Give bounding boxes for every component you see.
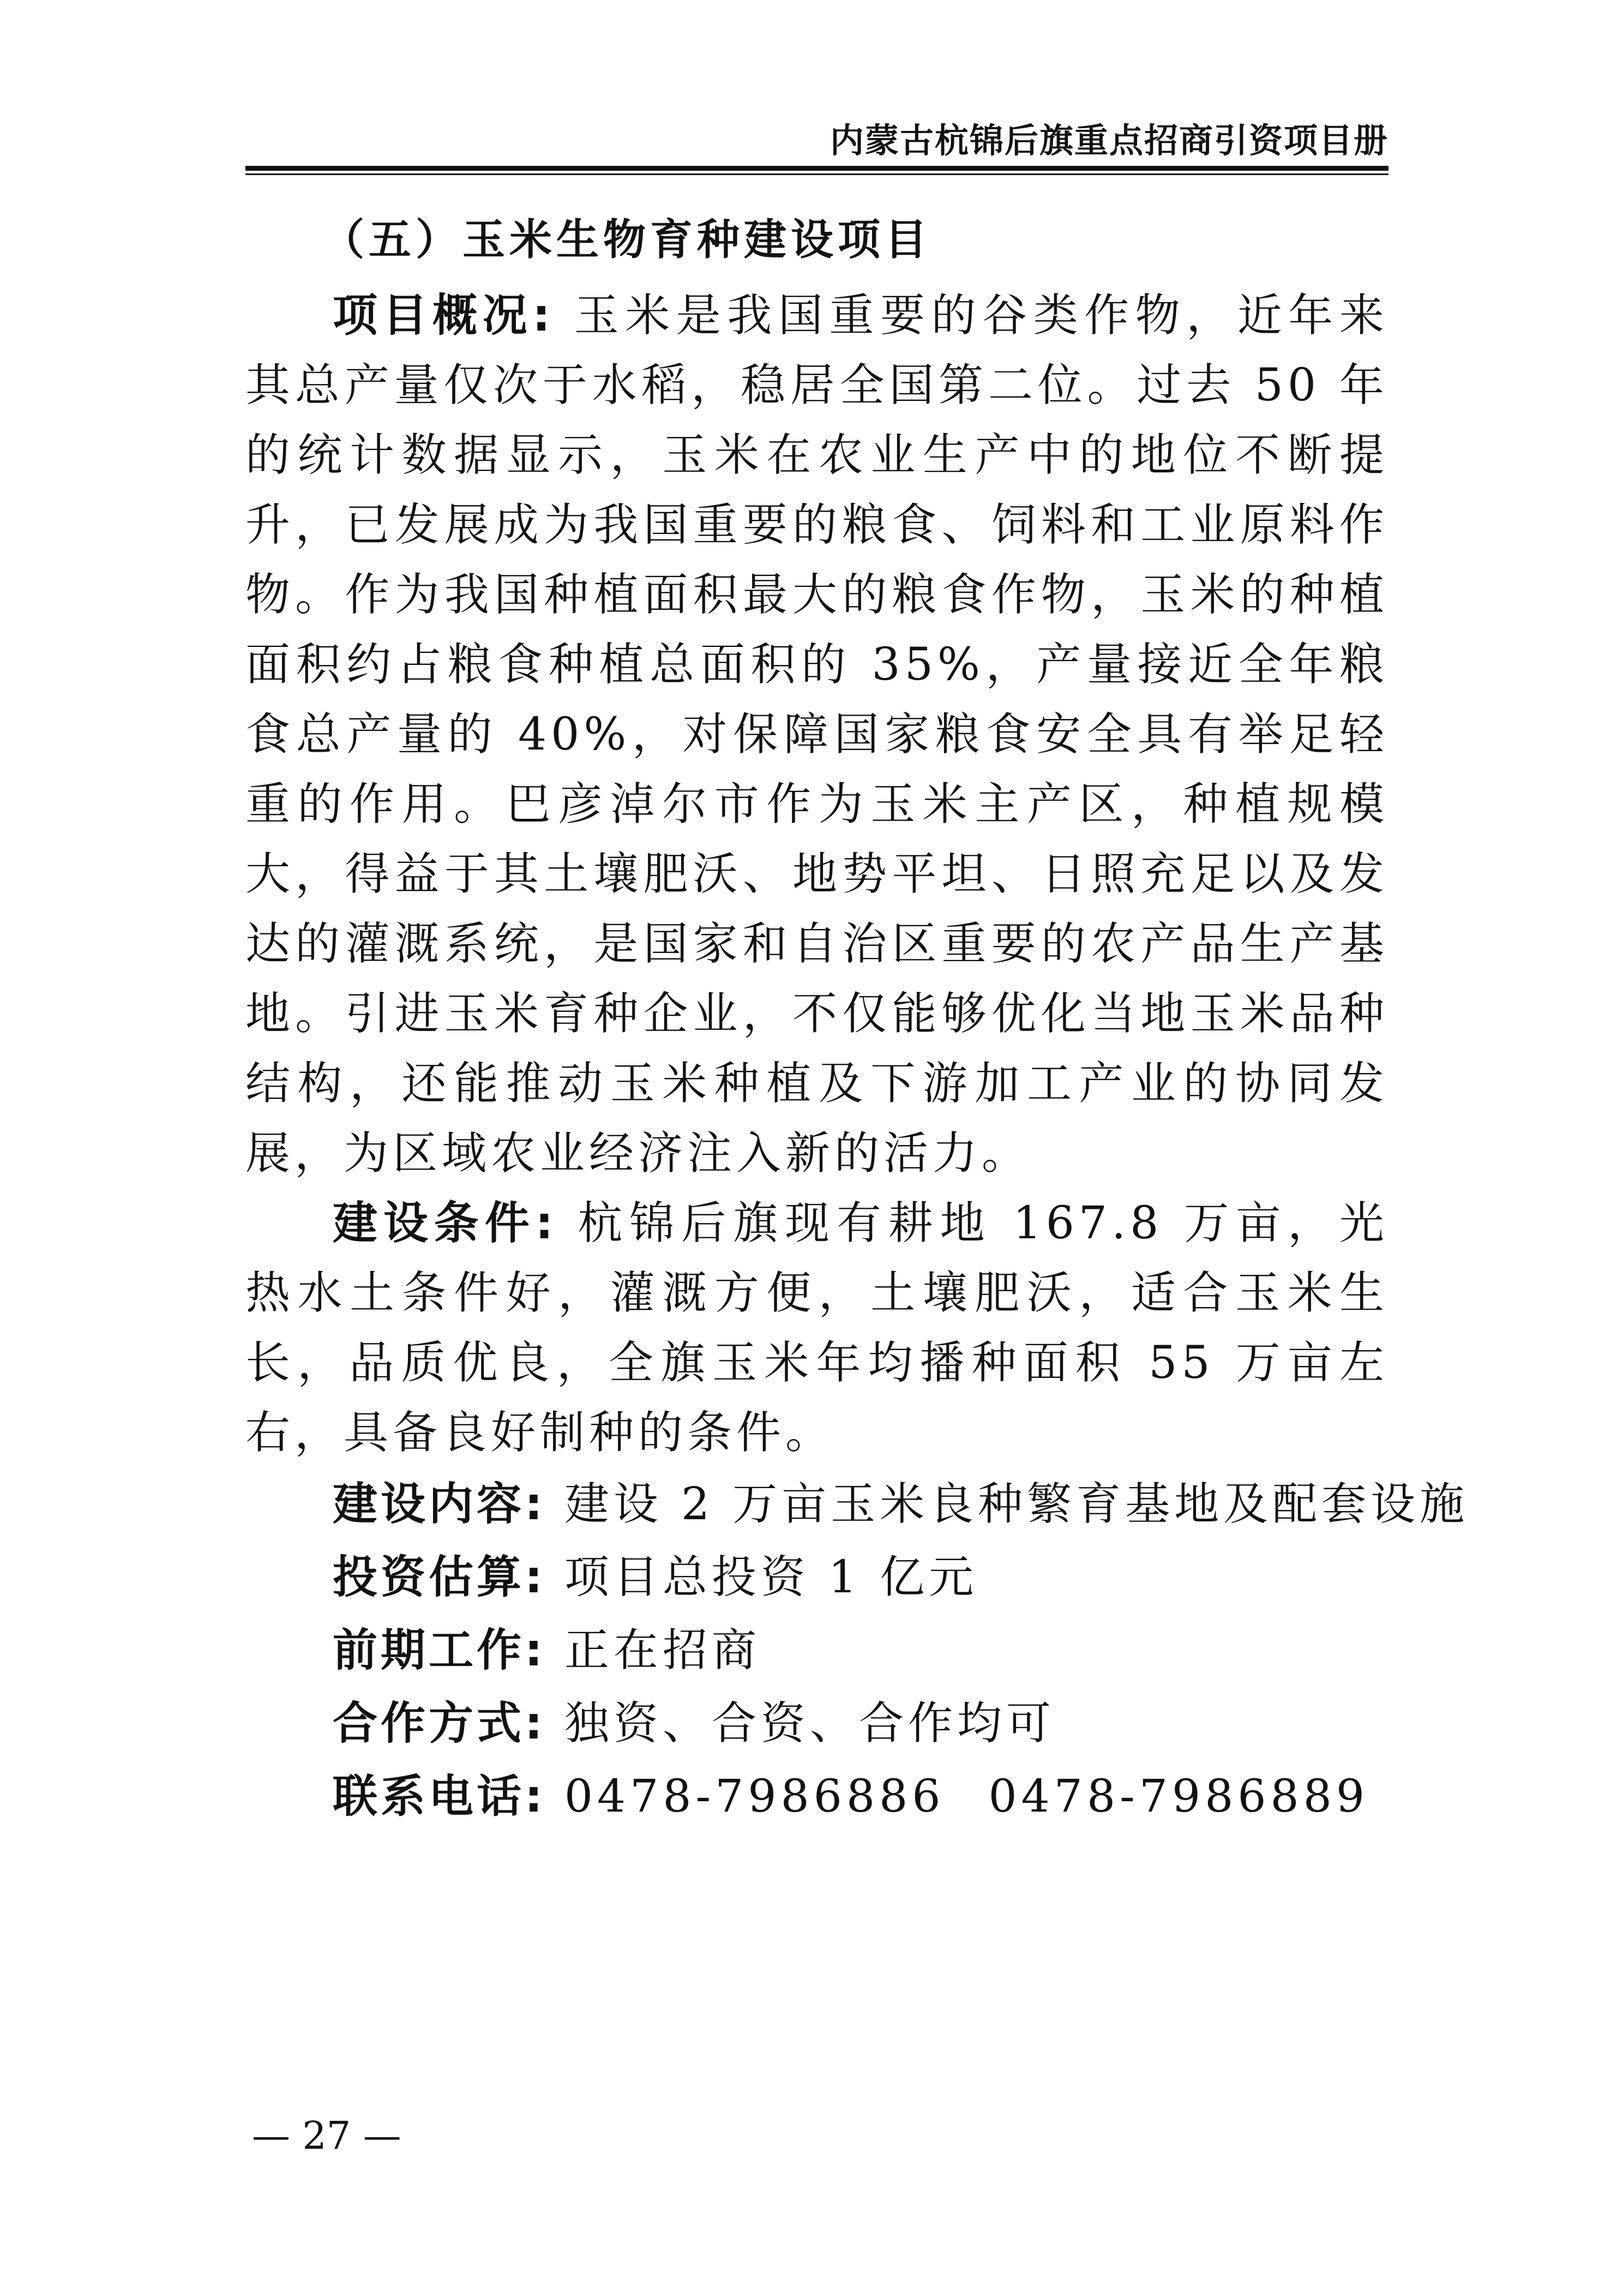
overview-label: 项目概况:	[333, 290, 554, 341]
header-rule-thick	[245, 166, 1388, 171]
field-value: 项目总投资 1 亿元	[564, 1551, 978, 1603]
field-value: 正在招商	[564, 1624, 761, 1676]
field-value: 建设 2 万亩玉米良种繁育基地及配套设施	[564, 1478, 1469, 1530]
field-label: 投资估算:	[333, 1551, 546, 1603]
page-content	[245, 210, 1469, 1833]
field-label: 前期工作:	[333, 1624, 546, 1676]
phone-number-1: 0478-7986886	[564, 1771, 945, 1823]
field-preliminary-work	[245, 1614, 1388, 1687]
field-cooperation-mode	[245, 1687, 1388, 1760]
field-label: 联系电话:	[333, 1771, 546, 1823]
page-number: — 27 —	[252, 2113, 401, 2158]
conditions-text: 杭锦后旗现有耕地 167.8 万亩，光热水土条件好，灌溉方便，土壤肥沃，适合玉米生长，品质优良，全旗玉米年均播种面积 55 万亩左右，具备良好制种的条件。	[245, 1197, 1388, 1459]
field-construction-content	[245, 1468, 1469, 1541]
field-label: 合作方式:	[333, 1698, 546, 1749]
overview-paragraph	[245, 281, 1388, 1189]
conditions-label: 建设条件:	[333, 1197, 557, 1249]
conditions-paragraph	[245, 1189, 1388, 1468]
phone-number-2: 0478-7986889	[988, 1771, 1369, 1823]
field-contact-phone	[245, 1760, 1388, 1833]
running-header-title: 内蒙古杭锦后旗重点招商引资项目册	[829, 121, 1388, 160]
field-label: 建设内容:	[333, 1478, 546, 1530]
field-value: 独资、合资、合作均可	[564, 1698, 1055, 1749]
field-investment-estimate	[245, 1541, 1388, 1614]
header-rule-thin	[245, 173, 1388, 175]
overview-text: 玉米是我国重要的谷类作物，近年来其总产量仅次于水稻，稳居全国第二位。过去 50 年的统计数据显示，玉米在农业生产中的地位不断提升，已发展成为我国重要的粮食、饲料和工业原料作物。作为我国种植面积最大的粮食作物，玉米的种植面积约占粮食种植总面积的 35%，产量接近全年粮食总产量的 40%，对保障国家粮食安全具有举足轻重的作用。巴彦淖尔市作为玉米主产区，种植规模大，得益于其土壤肥沃、地势平坦、日照充足以及发达的灌溉系统，是国家和自治区重要的农产品生产基地。引进玉米育种企业，不仅能够优化当地玉米品种结构，还能推动玉米种植及下游加工产业的协同发展，为区域农业经济注入新的活力。	[245, 290, 1388, 1179]
section-heading: （五）玉米生物育种建设项目	[322, 215, 932, 265]
